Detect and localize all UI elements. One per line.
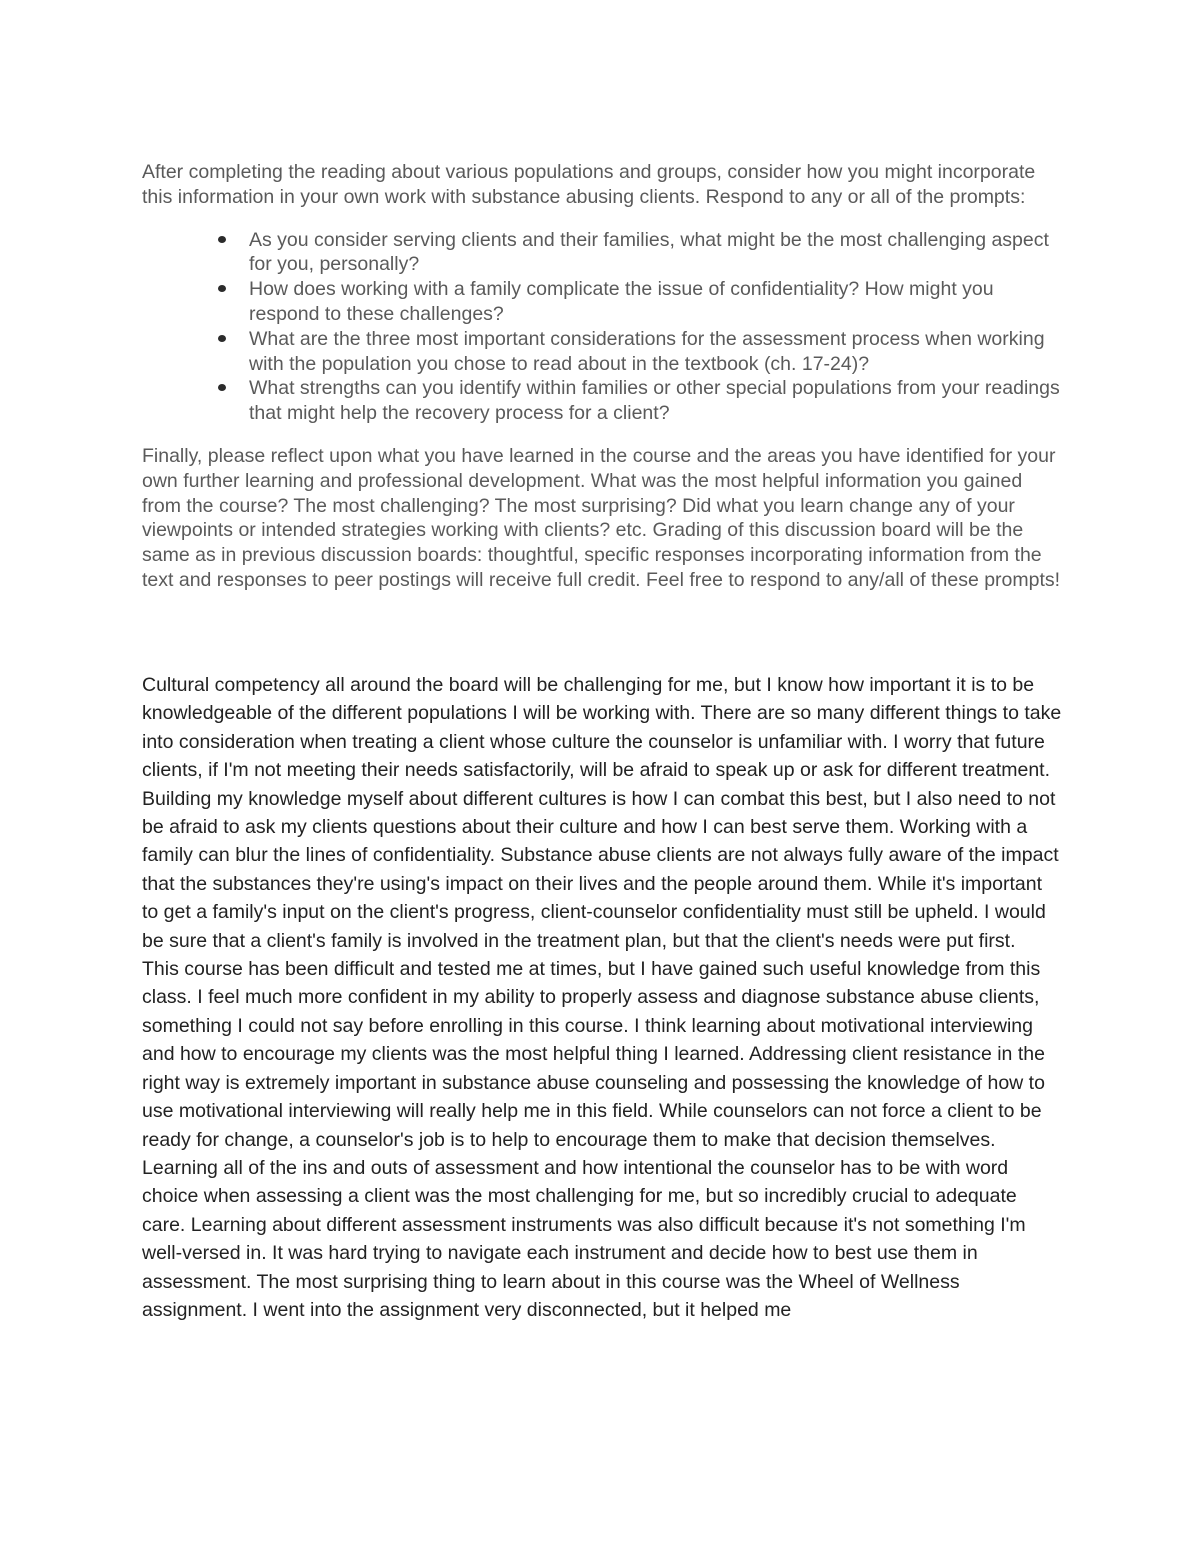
bullet-icon xyxy=(218,285,226,292)
discussion-prompt xyxy=(142,160,1062,593)
prompt-intro: After completing the reading about various populations and groups, consider how you might incorporate this information in your own work with substance abusing clients. Respond to any or all of the prompts: xyxy=(142,161,1036,208)
response-paragraph-1: Cultural competency all around the board will be challenging for me, but I know how important it is to be knowledgeable of the different populations I will be working with. There are so many different things to take into consideration when treating a client whose culture the counselor is unfamiliar with. I worry that future clients, if I'm not meeting their needs satisfactorily, will be afraid to speak up or ask for different treatment. Building my knowledge myself about different cultures is how I can combat this best, but I also need to not be afraid to ask my clients questions about their culture and how I can best serve them. Working with a family can blur the lines of confidentiality. Substance abuse clients are not always fully aware of the impact that the substances they're using's impact on their lives and the people around them. While it's important to get a family's input on the client's progress, client-counselor confidentiality must still be upheld. I would be sure that a client's family is involved in the treatment plan, but that the client's needs were put first. xyxy=(142,674,1062,952)
list-item-text: As you consider serving clients and their families, what might be the most challenging aspect for you, personally? xyxy=(249,228,1049,276)
prompt-closing: Finally, please reflect upon what you have learned in the course and the areas you have identified for your own further learning and professional development. What was the most helpful information you gained from the course? The most challenging? The most surprising? Did what you learn change any of your viewpoints or intended strategies working with clients? etc. Grading of this discussion board will be the same as in previous discussion boards: thoughtful, specific responses incorporating information from the text and responses to peer postings will receive full credit. Feel free to respond to any/all of these prompts! xyxy=(142,444,1061,591)
bullet-icon xyxy=(218,236,226,243)
response-paragraph-2: This course has been difficult and tested me at times, but I have gained such useful knowledge from this class. I feel much more confident in my ability to properly assess and diagnose substance abuse clients, something I could not say before enrolling in this course. I think learning about motivational interviewing and how to encourage my clients was the most helpful thing I learned. Addressing client resistance in the right way is extremely important in substance abuse counseling and possessing the knowledge of how to use motivational interviewing will really help me in this field. While counselors can not force a client to be ready for change, a counselor's job is to help to encourage them to make that decision themselves. Learning all of the ins and outs of assessment and how intentional the counselor has to be with word choice when assessing a client was the most challenging for me, but so incredibly crucial to adequate care. Learning about different assessment instruments was also difficult because it's not something I'm well-versed in. It was hard trying to navigate each instrument and decide how to best use them in assessment. The most surprising thing to learn about in this course was the Wheel of Wellness assignment. I went into the assignment very disconnected, but it helped me xyxy=(142,958,1045,1321)
list-item xyxy=(142,277,1062,327)
list-item xyxy=(142,327,1062,377)
bullet-icon xyxy=(218,335,226,342)
list-item-text: How does working with a family complicate the issue of confidentiality? How might you respond to these challenges? xyxy=(249,278,994,325)
bullet-icon xyxy=(218,384,226,391)
list-item xyxy=(142,228,1062,278)
list-item xyxy=(142,376,1062,426)
list-item-text: What strengths can you identify within families or other special populations from your readings that might help the recovery process for a client? xyxy=(249,377,1060,425)
list-item-text: What are the three most important considerations for the assessment process when working with the population you chose to read about in the textbook (ch. 17-24)? xyxy=(249,327,1045,375)
prompt-bullet-list xyxy=(142,228,1062,426)
student-response xyxy=(142,671,1062,1324)
